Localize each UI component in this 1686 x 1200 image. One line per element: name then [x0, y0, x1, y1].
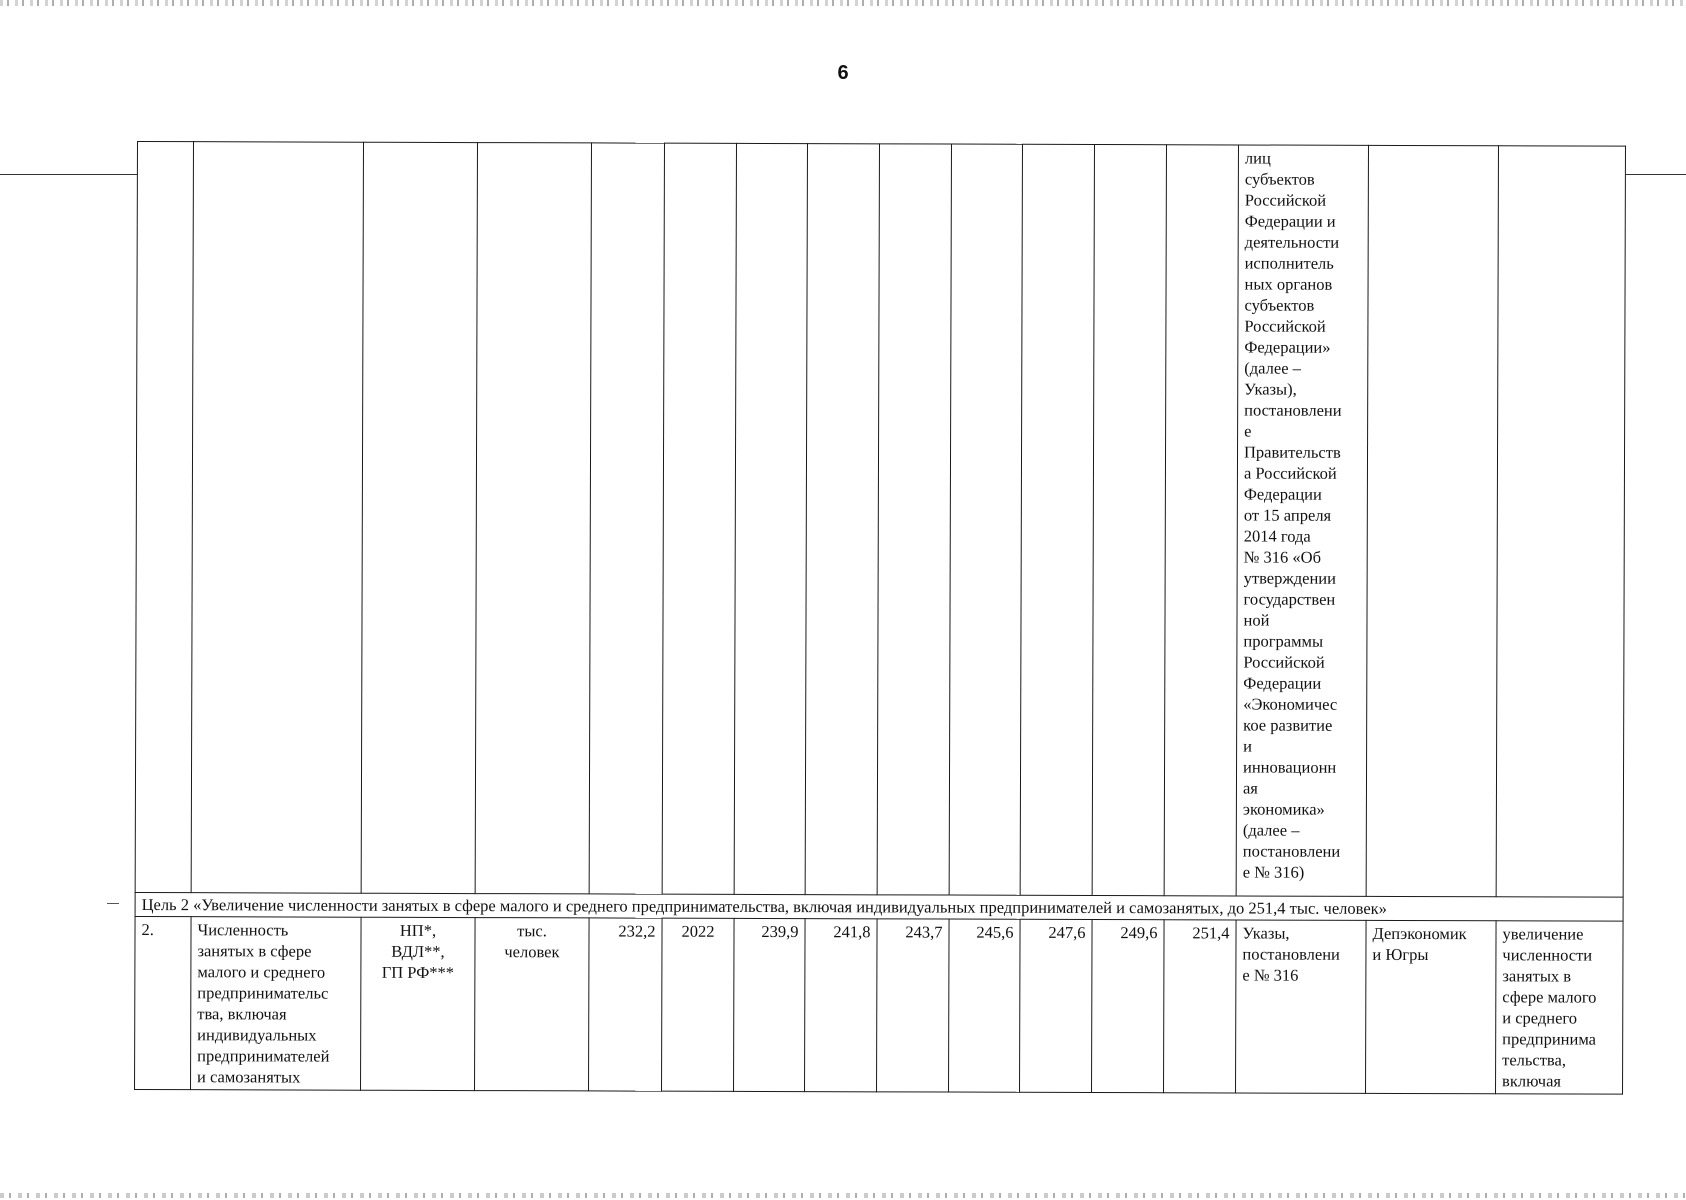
cell-empty — [1092, 145, 1166, 896]
cell-empty — [805, 144, 879, 895]
year-value: 243,7 — [877, 919, 950, 1092]
indicator-level: НП*, ВДЛ**, ГП РФ*** — [361, 917, 476, 1090]
cell-empty — [734, 143, 807, 894]
responsible-body: Депэкономик и Югры — [1366, 920, 1497, 1093]
cell-empty — [1164, 145, 1238, 896]
goal-heading: Цель 2 «Увеличение численности занятых в сфере малого и среднего предпринимательства, включая индивидуальных предпринимателей и самозанятых, до 251,4 тыс. человек» — [135, 892, 1623, 921]
scan-rule-left — [0, 174, 137, 175]
row-number: 2. — [135, 916, 192, 1089]
basis-document: Указы, постановлени е № 316 — [1236, 920, 1367, 1093]
year-value: 247,6 — [1020, 919, 1093, 1092]
cell-empty — [662, 143, 736, 894]
cell-empty — [877, 144, 951, 895]
scan-edge-bottom — [0, 1193, 1686, 1198]
table-row-continued — [135, 142, 1625, 898]
linked-goal: увеличение численности занятых в сфере малого и среднего предпринима тельства, включая — [1496, 921, 1624, 1094]
basis-document-cell: лиц субъектов Российской Федерации и деятельности исполнитель ных органов субъектов Российской Федерации» (далее – Указы), постановлени е Правительств а Российской Федерации от 15 апреля 2014 года № 316 «Об утверждении государствен ной программы Российской Федерации «Экономичес кое развитие и инновационн ая экономика» (далее – постановлени е № 316) — [1236, 145, 1368, 896]
cell-empty — [191, 142, 363, 894]
year-value: 245,6 — [949, 919, 1021, 1092]
base-year: 2022 — [662, 918, 735, 1091]
year-value: 239,9 — [734, 918, 806, 1091]
cell-empty — [1020, 144, 1094, 895]
year-value: 249,6 — [1092, 920, 1165, 1093]
table-row — [135, 916, 1624, 1094]
cell-empty — [589, 143, 664, 894]
unit-of-measure: тыс. человек — [475, 918, 590, 1091]
base-value: 232,2 — [589, 918, 663, 1091]
cell-empty — [361, 142, 477, 893]
year-value: 251,4 — [1164, 920, 1237, 1093]
year-value: 241,8 — [805, 919, 878, 1092]
scan-tick-mark — [107, 903, 119, 904]
cell-empty — [475, 143, 591, 894]
cell-empty — [1496, 146, 1625, 897]
cell-empty — [949, 144, 1022, 895]
page-number: 6 — [837, 62, 849, 84]
cell-empty — [135, 142, 193, 893]
scan-edge-top — [0, 0, 1686, 6]
scan-rule-right — [1626, 174, 1686, 175]
cell-empty — [1366, 145, 1498, 896]
indicators-table — [134, 141, 1626, 1095]
indicator-name: Численность занятых в сфере малого и среднего предпринимательс тва, включая индивидуальных предпринимателей и самозанятых — [191, 917, 362, 1091]
